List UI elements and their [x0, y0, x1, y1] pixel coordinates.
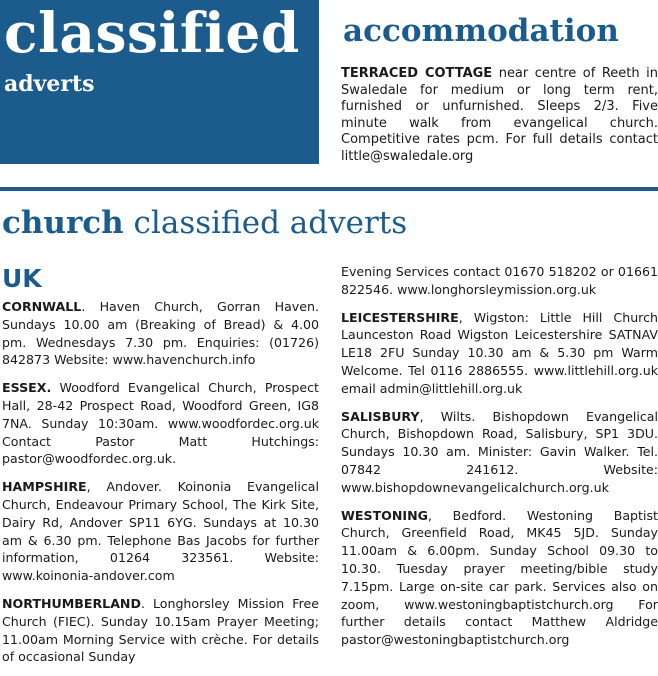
listing-text: Woodford Evangelical Church, Prospect Hall, 28-42 Prospect Road, Woodford Green, IG8 7NA. Sunday 10:30am. www.woodfordec.org.uk Contact Pastor Matt Hutchings: pastor@woodfordec.org.uk.: [2, 380, 319, 467]
listing-title: NORTHUMBERLAND: [2, 595, 141, 611]
listing-entry: [341, 309, 658, 398]
accommodation-section: [341, 10, 658, 165]
church-heading: [2, 200, 407, 246]
listing-title: HAMPSHIRE: [2, 479, 87, 495]
listing-title: CORNWALL: [2, 299, 82, 314]
listing-text: . Longhorsley Mission Free Church (FIEC). Sunday 10.15am Prayer Meeting; 11.00am Morning Service with crèche. For details of occasional Sunday: [2, 595, 319, 665]
listing-continuation: Evening Services contact 01670 518202 or 01661 822546. www.longhorsleymission.org.uk: [341, 264, 658, 297]
section-divider: [0, 187, 658, 191]
listing-entry: [341, 507, 658, 649]
listing-entry: [2, 298, 319, 369]
listing-title: SALISBURY: [341, 408, 420, 424]
listing-entry: [341, 408, 658, 497]
left-column: [2, 262, 319, 676]
classified-banner: [0, 0, 319, 164]
church-heading-bold: church: [2, 205, 124, 241]
ad-text: near centre of Reeth in Swaledale for medium or long term rent, furnished or unfurnished. Sleeps 2/3. Five minute walk from evangelical church. Competitive rates pcm. For full details contact little@swaledale.org: [341, 66, 658, 164]
listing-title: WESTONING: [341, 507, 428, 523]
listing-text: , Wigston: Little Hill Church Launceston Road Wigston Leicestershire SATNAV LE18 2FU Sunday 10.30 am & 5.30 pm Warm Welcome. Tel 0116 2886555. www.littlehill.org.uk email admin@littlehill.org.uk: [341, 309, 658, 396]
listing-title: LEICESTERSHIRE: [341, 309, 459, 325]
listing-entry: [2, 379, 319, 468]
listing-entry: [2, 478, 319, 585]
banner-subtitle: adverts: [4, 71, 95, 97]
listing-text: , Bedford. Westoning Baptist Church, Greenfield Road, MK45 5JD. Sunday 11.00am & 6.00pm. Sunday School 09.30 to 10.30. Tuesday prayer meeting/bible study 7.15pm. Large on-site car park. Services also on zoom, www.westoningbaptistchurch.org For further details contact Matthew Aldridge pastor@westoningbaptistchurch.org: [341, 507, 658, 648]
right-column: [341, 263, 658, 659]
church-heading-rest: classified adverts: [123, 205, 408, 241]
listing-title: ESSEX.: [2, 380, 52, 396]
ad-title: TERRACED COTTAGE: [341, 66, 493, 81]
listing-text: , Andover. Koinonia Evangelical Church, Endeavour Primary School, The Kirk Site, Dairy Rd, Andover SP11 6YG. Sundays at 10.30 am & 6.30 pm. Telephone Bas Jacobs for further information, 01264 323561. Website: www.koinonia-andover.com: [2, 479, 319, 584]
accommodation-heading: accommodation: [343, 13, 619, 49]
banner-title: classified: [4, 0, 300, 65]
listing-text: , Wilts. Bishopdown Evangelical Church, Bishopdown Road, Salisbury, SP1 3DU. Sundays 10.30 am. Minister: Gavin Walker. Tel. 07842 241612. Website: www.bishopdownevangelicalchurch.org.uk: [341, 408, 658, 495]
listing-entry: [2, 595, 319, 666]
listing-text: . Haven Church, Gorran Haven. Sundays 10.00 am (Breaking of Bread) & 4.00 pm. Wednesdays 7.30 pm. Enquiries: (01726) 842873 Website: www.havenchurch.info: [2, 299, 319, 368]
accommodation-ad: [341, 66, 658, 165]
region-heading: UK: [2, 264, 42, 293]
